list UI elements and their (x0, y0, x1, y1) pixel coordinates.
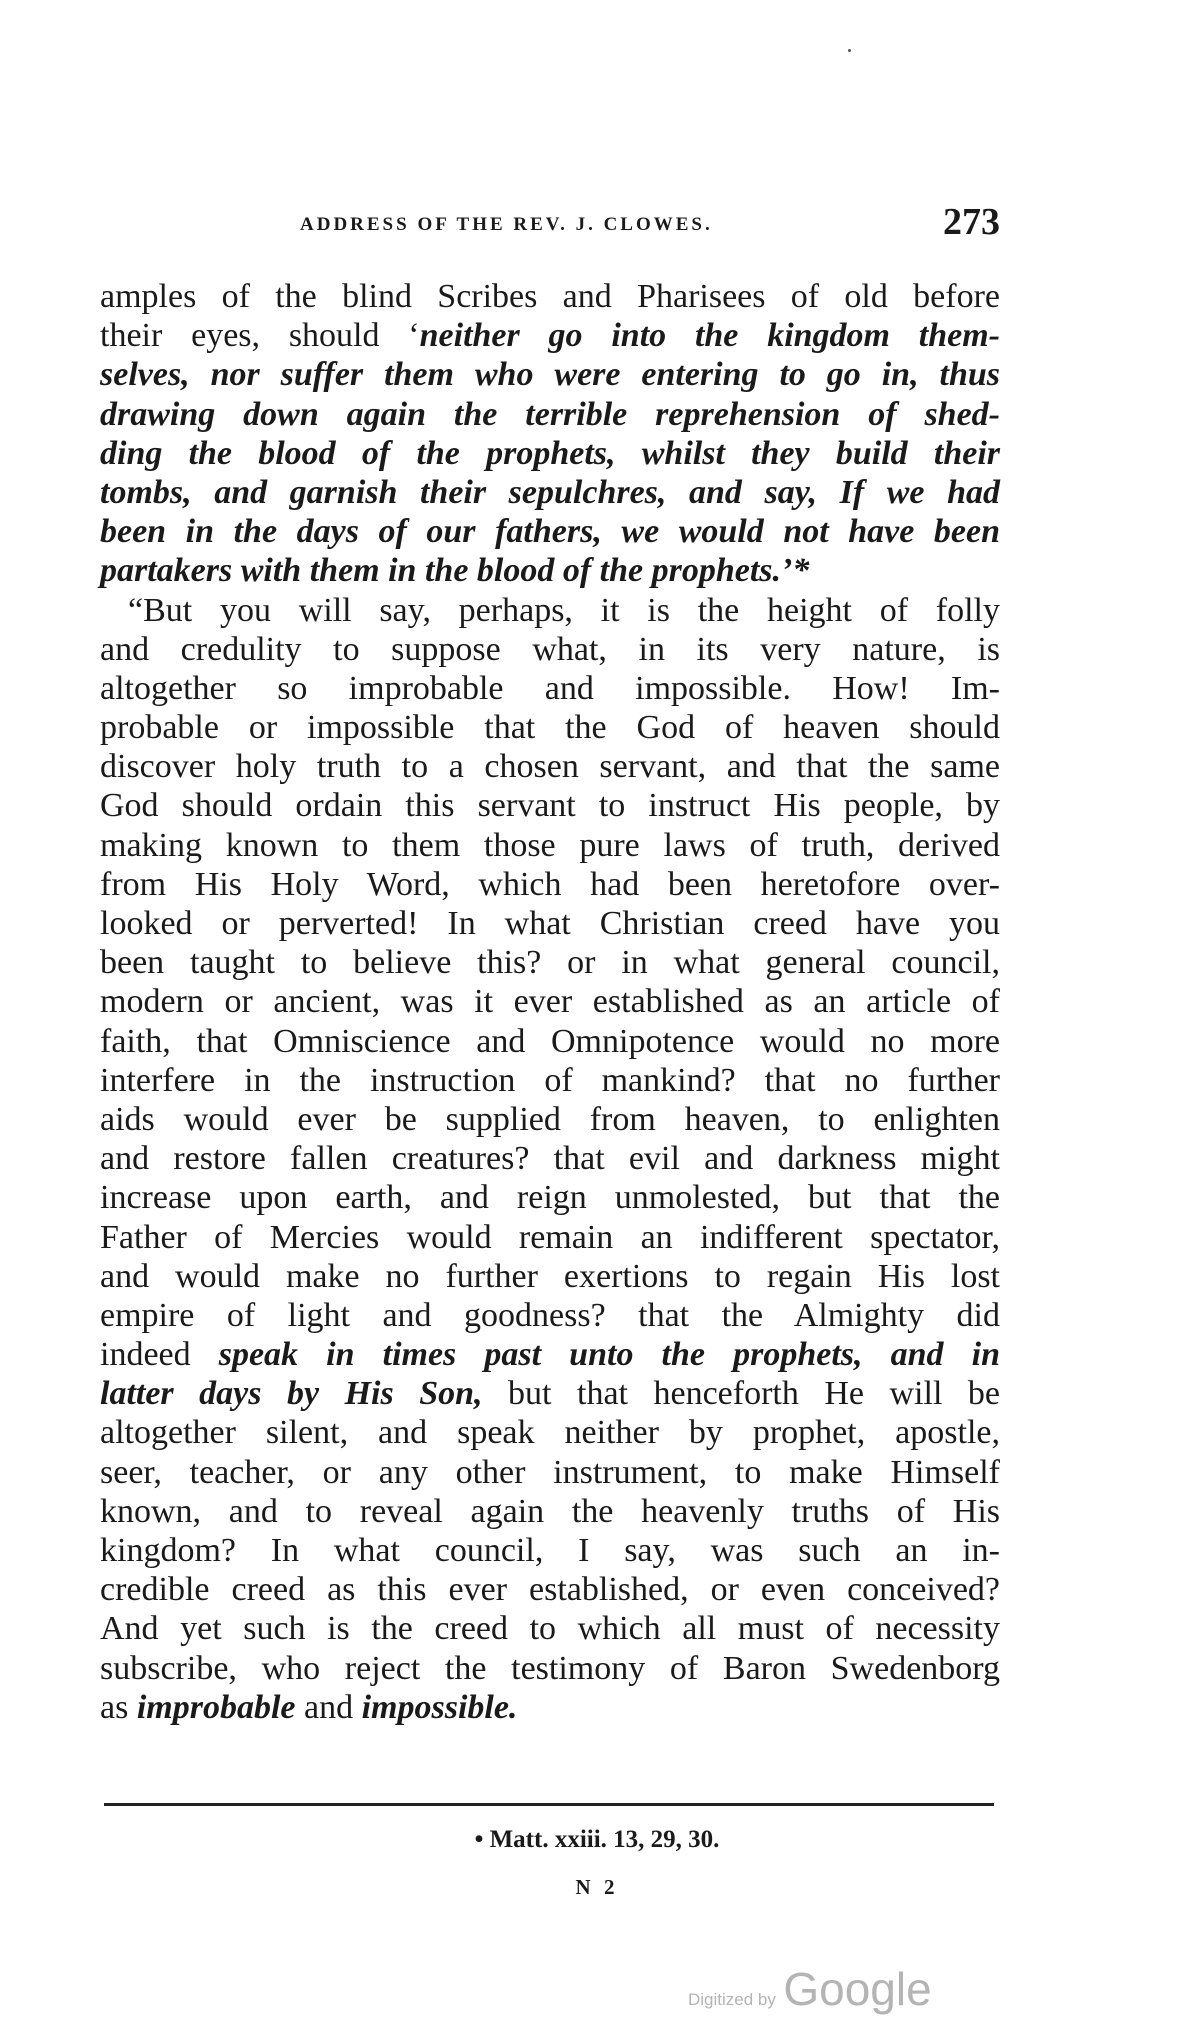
text-line (100, 1335, 1000, 1374)
page-header (100, 200, 1000, 244)
text-line: been taught to believe this? or in what general council, (100, 944, 1000, 982)
text-segment: but that henceforth He will be (482, 1375, 1000, 1413)
text-segment: indeed (100, 1336, 219, 1374)
watermark-prefix: Digitized by (688, 1990, 776, 2009)
text-line: known, and to reveal again the heavenly truths of His (100, 1492, 1000, 1530)
text-line (100, 1688, 1000, 1727)
italic-segment: latter days by His Son, (100, 1375, 483, 1413)
text-segment: and (295, 1688, 362, 1726)
italic-segment: speak in times past unto the prophets, and in (218, 1336, 1000, 1374)
text-line: looked or perverted! In what Christian creed have you (100, 905, 1000, 942)
text-line: amples of the blind Scribes and Pharisees of old before (100, 278, 1000, 315)
text-line: kingdom? In what council, I say, was such an in- (100, 1532, 1000, 1569)
text-line: discover holy truth to a chosen servant, and that the same (100, 748, 1000, 786)
italic-segment: impossible. (361, 1688, 518, 1726)
running-title: ADDRESS OF THE REV. J. CLOWES. (300, 214, 713, 235)
text-line: “But you will say, perhaps, it is the height of folly (128, 591, 1000, 629)
text-line: altogether silent, and speak neither by prophet, apostle, (100, 1414, 1000, 1452)
text-segment: their eyes, should ‘ (100, 317, 420, 355)
google-watermark (688, 1962, 932, 2016)
text-line: empire of light and goodness? that the Almighty did (100, 1296, 1000, 1334)
text-line: credible creed as this ever established, or even conceived? (100, 1571, 1000, 1609)
text-line: faith, that Omniscience and Omnipotence would no more (100, 1022, 1000, 1060)
text-line: and restore fallen creatures? that evil and darkness might (100, 1140, 1000, 1178)
text-line: and would make no further exertions to regain His lost (100, 1257, 1000, 1295)
text-line: interfere in the instruction of mankind? that no further (100, 1061, 1000, 1099)
text-line: increase upon earth, and reign unmolested, but that the (100, 1179, 1000, 1217)
signature-mark: N 2 (575, 1875, 619, 1899)
text-line: aids would ever be supplied from heaven, to enlighten (100, 1100, 1000, 1138)
text-line (100, 316, 1000, 355)
text-line: And yet such is the creed to which all must of necessity (100, 1610, 1000, 1648)
text-line: Father of Mercies would remain an indifferent spectator, (100, 1218, 1000, 1256)
text-line: altogether so improbable and impossible. How! Im- (100, 669, 1000, 707)
text-line: modern or ancient, was it ever established as an article of (100, 983, 1000, 1021)
text-line: selves, nor suffer them who were entering to go in, thus (100, 356, 1000, 394)
text-line: ding the blood of the prophets, whilst they build their (100, 434, 1000, 472)
text-line: drawing down again the terrible reprehension of shed- (100, 395, 1000, 433)
text-line (100, 1374, 1000, 1413)
body-text (100, 277, 1000, 1727)
text-line: making known to them those pure laws of truth, derived (100, 826, 1000, 864)
text-segment: as (100, 1688, 137, 1726)
google-logo: Google (783, 1963, 932, 2015)
page-number: 273 (943, 201, 1000, 243)
text-line: partakers with them in the blood of the prophets.’* (100, 552, 810, 590)
text-line: God should ordain this servant to instruct His people, by (100, 787, 1000, 825)
text-line: been in the days of our fathers, we would not have been (100, 513, 1000, 551)
text-line: subscribe, who reject the testimony of Baron Swedenborg (100, 1649, 1000, 1687)
footnote: • Matt. xxiii. 13, 29, 30. (474, 1826, 720, 1853)
italic-segment: improbable (136, 1688, 296, 1726)
text-line: tombs, and garnish their sepulchres, and say, If we had (100, 473, 1000, 511)
italic-segment: neither go into the kingdom them- (419, 317, 1001, 355)
text-line: from His Holy Word, which had been heretofore over- (100, 865, 1000, 903)
speck-mark (848, 49, 851, 52)
text-line: probable or impossible that the God of heaven should (100, 709, 1000, 747)
text-line: seer, teacher, or any other instrument, to make Himself (100, 1453, 1000, 1491)
text-line: and credulity to suppose what, in its very nature, is (100, 630, 1000, 668)
footnote-rule (104, 1803, 994, 1806)
